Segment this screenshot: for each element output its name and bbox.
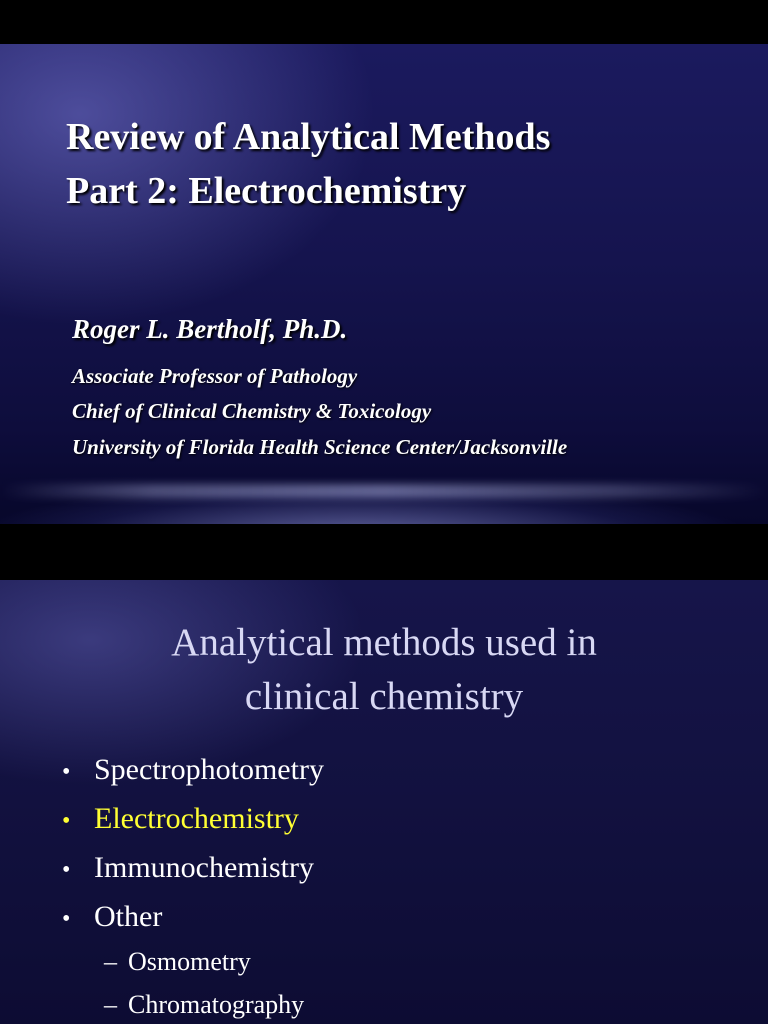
presentation-title: [66, 110, 550, 218]
affiliation-title: Associate Professor of Pathology: [72, 364, 358, 388]
title-slide: [0, 44, 768, 524]
bullet-list: [62, 748, 324, 944]
bullet-text: Other: [94, 900, 163, 933]
affiliation-institution: University of Florida Health Science Center/Jacksonville: [72, 435, 568, 459]
bullet-text: Electrochemistry: [94, 802, 299, 835]
list-item: [62, 748, 324, 797]
bullet-icon: •: [62, 759, 71, 785]
bullet-icon: •: [62, 808, 71, 834]
title-line-1: Review of Analytical Methods: [66, 116, 551, 158]
bullet-icon: •: [62, 857, 71, 883]
list-item-highlighted: [62, 797, 324, 846]
sub-list-item: [104, 985, 304, 1024]
title-line-2: Part 2: Electrochemistry: [66, 170, 467, 212]
bullet-text: Spectrophotometry: [94, 753, 324, 786]
sub-bullet-text: Osmometry: [128, 947, 251, 976]
list-item: [62, 846, 324, 895]
slide-title-line-1: Analytical methods used in: [171, 621, 597, 664]
sub-list-item: [104, 942, 304, 985]
bullet-icon: •: [62, 906, 71, 932]
slide-title-line-2: clinical chemistry: [244, 675, 524, 718]
sub-bullet-list: [104, 942, 304, 1024]
sub-bullet-text: Chromatography: [128, 990, 305, 1019]
content-slide: [0, 580, 768, 1024]
list-item: [62, 895, 324, 944]
dash-icon: –: [104, 947, 117, 976]
bullet-text: Immunochemistry: [94, 851, 314, 884]
slide-title: [0, 616, 768, 724]
affiliation-role: Chief of Clinical Chemistry & Toxicology: [72, 399, 432, 423]
dash-icon: –: [104, 990, 117, 1019]
author-name: Roger L. Bertholf, Ph.D.: [72, 314, 348, 344]
